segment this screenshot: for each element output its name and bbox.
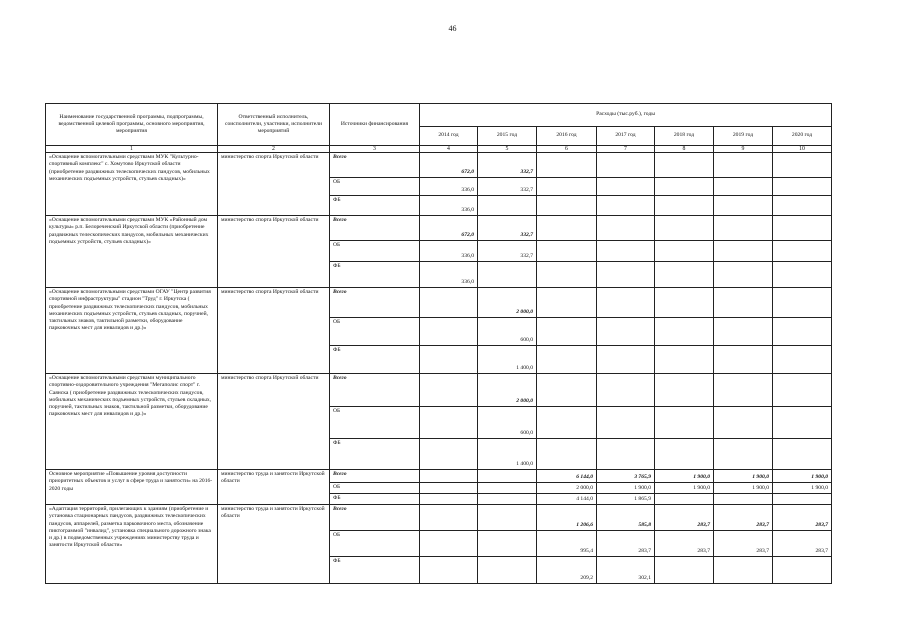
header-year: 2019 год xyxy=(714,127,773,146)
expense-value xyxy=(714,153,773,178)
header-executor: Ответственный исполнитель, соисполнители, участники, исполнители мероприятий xyxy=(218,104,330,146)
header-year: 2020 год xyxy=(773,127,832,146)
expense-value: 1 900,0 xyxy=(655,470,714,483)
expense-value xyxy=(655,241,714,262)
expense-value xyxy=(655,318,714,346)
expense-value xyxy=(478,557,537,584)
expense-value xyxy=(714,439,773,470)
budget-table xyxy=(45,103,832,584)
expense-value xyxy=(773,407,832,439)
expense-value xyxy=(537,216,597,241)
expense-value xyxy=(655,262,714,288)
funding-source: ОБ xyxy=(330,483,420,494)
funding-source: Всего xyxy=(330,374,420,407)
expense-value: 1 865,9 xyxy=(597,494,655,505)
column-number: 9 xyxy=(714,146,773,153)
expense-value: 600,0 xyxy=(478,318,537,346)
expense-value xyxy=(773,178,832,196)
expense-value xyxy=(478,483,537,494)
expense-value xyxy=(714,346,773,374)
expense-value: 600,0 xyxy=(478,407,537,439)
expense-value: 2 000,0 xyxy=(478,374,537,407)
activity-name: «Оснащение вспомогательными средствами ОГАУ "Центр развития спортивной инфраструктуры" стадион "Труд" г. Иркутска ( приобретение раздвижных телескопических пандусов, мобильных механических подъемных устройств, стульев складных, поручней, тактильных знаков, тактильной разметки, оборудование парковочных мест для инвалидов и др.)» xyxy=(46,288,218,374)
expense-value xyxy=(597,153,655,178)
expense-value: 332,7 xyxy=(478,178,537,196)
table-row xyxy=(46,216,832,241)
expense-value xyxy=(773,288,832,318)
expense-value xyxy=(420,439,478,470)
expense-value xyxy=(773,262,832,288)
expense-value xyxy=(537,241,597,262)
expense-value: 6 144,0 xyxy=(537,470,597,483)
header-year: 2017 год xyxy=(597,127,655,146)
column-number: 7 xyxy=(597,146,655,153)
expense-value xyxy=(773,439,832,470)
expense-value: 283,7 xyxy=(714,505,773,531)
expense-value: 209,2 xyxy=(537,557,597,584)
activity-name: «Оснащение вспомогательными средствами МУК "Культурно-спортивный комплекс" с. Хомутово Иркутской области (приобретение раздвижных телескопических пандусов, мобильных механических подъемных устройств, стульев складных)» xyxy=(46,153,218,216)
expense-value: 332,7 xyxy=(478,241,537,262)
expense-value xyxy=(597,288,655,318)
expense-value xyxy=(773,557,832,584)
expense-value xyxy=(420,374,478,407)
expense-value xyxy=(655,178,714,196)
expense-value xyxy=(420,505,478,531)
activity-name: «Оснащение вспомогательными средствами муниципального спортивно-оздоровительного учреждения "Мегаполис спорт" г. Саянска ( приобретение раздвижных телескопических пандусов, мобильных механических подъемных устройств, стульев складных, поручней, тактильных знаков, тактильной разметки, оборудование парковочных мест для инвалидов и др.)» xyxy=(46,374,218,470)
expense-value xyxy=(597,439,655,470)
expense-value: 336,0 xyxy=(420,178,478,196)
expense-value xyxy=(420,346,478,374)
funding-source: Всего xyxy=(330,505,420,531)
expense-value xyxy=(420,318,478,346)
expense-value xyxy=(420,470,478,483)
header-year: 2018 год xyxy=(655,127,714,146)
expense-value: 336,0 xyxy=(420,262,478,288)
funding-source: ОБ xyxy=(330,531,420,557)
column-number: 2 xyxy=(218,146,330,153)
expense-value xyxy=(420,557,478,584)
expense-value xyxy=(537,178,597,196)
expense-value: 283,7 xyxy=(773,531,832,557)
expense-value: 336,0 xyxy=(420,241,478,262)
expense-value xyxy=(655,557,714,584)
expense-value xyxy=(597,216,655,241)
table-row xyxy=(46,374,832,407)
expense-value: 1 400,0 xyxy=(478,346,537,374)
header-expenses: Расходы (тыс.руб.), годы xyxy=(420,104,832,127)
expense-value xyxy=(597,241,655,262)
funding-source: ФБ xyxy=(330,557,420,584)
expense-value xyxy=(478,494,537,505)
funding-source: ОБ xyxy=(330,318,420,346)
funding-source: ФБ xyxy=(330,439,420,470)
expense-value xyxy=(420,531,478,557)
expense-value: 302,1 xyxy=(597,557,655,584)
expense-value xyxy=(714,557,773,584)
expense-value: 2 000,0 xyxy=(537,483,597,494)
expense-value: 283,7 xyxy=(655,531,714,557)
expense-value xyxy=(655,153,714,178)
expense-value xyxy=(537,374,597,407)
funding-source: ОБ xyxy=(330,178,420,196)
expense-value xyxy=(537,153,597,178)
responsible-executor: министерство труда и занятости Иркутской области xyxy=(218,470,330,505)
expense-value: 1 900,0 xyxy=(773,483,832,494)
expense-value xyxy=(773,346,832,374)
expense-value xyxy=(478,531,537,557)
table-row xyxy=(46,288,832,318)
funding-source: ОБ xyxy=(330,407,420,439)
expense-value: 283,7 xyxy=(655,505,714,531)
expense-value xyxy=(537,196,597,216)
expense-value xyxy=(537,439,597,470)
expense-value: 672,0 xyxy=(420,216,478,241)
header-name: Наименование государственной программы, подпрограммы, ведомственной целевой программы, основного мероприятия, мероприятия xyxy=(46,104,218,146)
column-number: 1 xyxy=(46,146,218,153)
expense-value: 585,8 xyxy=(597,505,655,531)
header-source: Источники финансирования xyxy=(330,104,420,146)
funding-source: Всего xyxy=(330,216,420,241)
column-number: 8 xyxy=(655,146,714,153)
expense-value xyxy=(773,374,832,407)
header-year: 2016 год xyxy=(537,127,597,146)
expense-value: 1 400,0 xyxy=(478,439,537,470)
expense-value: 1 900,0 xyxy=(714,470,773,483)
expense-value xyxy=(478,470,537,483)
expense-value xyxy=(714,262,773,288)
expense-value xyxy=(420,407,478,439)
column-number: 6 xyxy=(537,146,597,153)
expense-value xyxy=(714,288,773,318)
funding-source: ФБ xyxy=(330,494,420,505)
column-number-row xyxy=(46,146,832,153)
activity-name: Основное мероприятие «Повышение уровня доступности приоритетных объектов и услуг в сфере труда и занятости» на 2016-2020 годы xyxy=(46,470,218,505)
funding-source: Всего xyxy=(330,288,420,318)
expense-value xyxy=(773,196,832,216)
expense-value xyxy=(478,262,537,288)
expense-value xyxy=(773,216,832,241)
table-row xyxy=(46,470,832,483)
funding-source: ФБ xyxy=(330,196,420,216)
expense-value xyxy=(420,288,478,318)
funding-source: ФБ xyxy=(330,262,420,288)
funding-source: ФБ xyxy=(330,346,420,374)
expense-value: 1 900,0 xyxy=(773,470,832,483)
expense-value xyxy=(655,346,714,374)
expense-value xyxy=(420,483,478,494)
expense-value: 1 900,0 xyxy=(714,483,773,494)
expense-value: 1 206,6 xyxy=(537,505,597,531)
expense-value xyxy=(537,407,597,439)
expense-value xyxy=(655,288,714,318)
column-number: 10 xyxy=(773,146,832,153)
expense-value xyxy=(655,374,714,407)
expense-value xyxy=(478,505,537,531)
activity-name: «Оснащение вспомогательными средствами МУК «Районный дом культуры» р.п. Белореченский Иркутской области (приобретение раздвижных телескопических пандусов, мобильных механических подъемных устройств, стульев складных)» xyxy=(46,216,218,288)
expense-value xyxy=(597,262,655,288)
expense-value xyxy=(655,439,714,470)
expense-value: 672,0 xyxy=(420,153,478,178)
expense-value xyxy=(597,374,655,407)
table-row xyxy=(46,505,832,531)
expense-value: 283,7 xyxy=(714,531,773,557)
expense-value xyxy=(597,318,655,346)
expense-value xyxy=(597,407,655,439)
expense-value: 2 000,0 xyxy=(478,288,537,318)
expense-value: 4 144,0 xyxy=(537,494,597,505)
expense-value xyxy=(597,178,655,196)
responsible-executor: министерство спорта Иркутской области xyxy=(218,153,330,216)
header-year: 2015 год xyxy=(478,127,537,146)
column-number: 5 xyxy=(478,146,537,153)
expense-value: 283,7 xyxy=(597,531,655,557)
expense-value xyxy=(773,494,832,505)
header-row xyxy=(46,104,832,127)
expense-value xyxy=(714,196,773,216)
expense-value xyxy=(537,288,597,318)
activity-name: «Адаптация территорий, прилегающих к зданиям (приобретение и установка стационарных пандусов, раздвижных телескопических пандусов, аппарелей, разметка парковочного места, обозначение пиктограммой "инвалид", установка специального дорожного знака и др.) в подведомственных учреждениях министерству труда и занятости Иркутской области» xyxy=(46,505,218,584)
expense-value xyxy=(714,241,773,262)
expense-value xyxy=(597,196,655,216)
funding-source: Всего xyxy=(330,470,420,483)
expense-value xyxy=(773,153,832,178)
expense-value: 283,7 xyxy=(773,505,832,531)
expense-value xyxy=(655,407,714,439)
expense-value xyxy=(420,494,478,505)
column-number: 3 xyxy=(330,146,420,153)
expense-value: 332,7 xyxy=(478,153,537,178)
expense-value: 1 900,0 xyxy=(655,483,714,494)
responsible-executor: министерство спорта Иркутской области xyxy=(218,288,330,374)
expense-value xyxy=(537,318,597,346)
table-row xyxy=(46,153,832,178)
expense-value xyxy=(537,262,597,288)
table-body xyxy=(46,153,832,584)
expense-value xyxy=(597,346,655,374)
expense-value xyxy=(655,494,714,505)
responsible-executor: министерство труда и занятости Иркутской области xyxy=(218,505,330,584)
responsible-executor: министерство спорта Иркутской области xyxy=(218,374,330,470)
expense-value xyxy=(773,241,832,262)
expense-value xyxy=(714,374,773,407)
expense-value xyxy=(478,196,537,216)
header-year: 2014 год xyxy=(420,127,478,146)
funding-source: ОБ xyxy=(330,241,420,262)
expense-value xyxy=(714,216,773,241)
column-number: 4 xyxy=(420,146,478,153)
expense-value xyxy=(773,318,832,346)
expense-value: 995,4 xyxy=(537,531,597,557)
expense-value xyxy=(655,216,714,241)
page-number: 46 xyxy=(448,24,457,33)
responsible-executor: министерство спорта Иркутской области xyxy=(218,216,330,288)
expense-value xyxy=(714,494,773,505)
expense-value: 3 765,9 xyxy=(597,470,655,483)
expense-value xyxy=(714,178,773,196)
expense-value: 336,0 xyxy=(420,196,478,216)
expense-value xyxy=(714,318,773,346)
expense-value: 1 900,0 xyxy=(597,483,655,494)
funding-source: Всего xyxy=(330,153,420,178)
expense-value xyxy=(537,346,597,374)
expense-value xyxy=(655,196,714,216)
expense-value xyxy=(714,407,773,439)
expense-value: 332,7 xyxy=(478,216,537,241)
